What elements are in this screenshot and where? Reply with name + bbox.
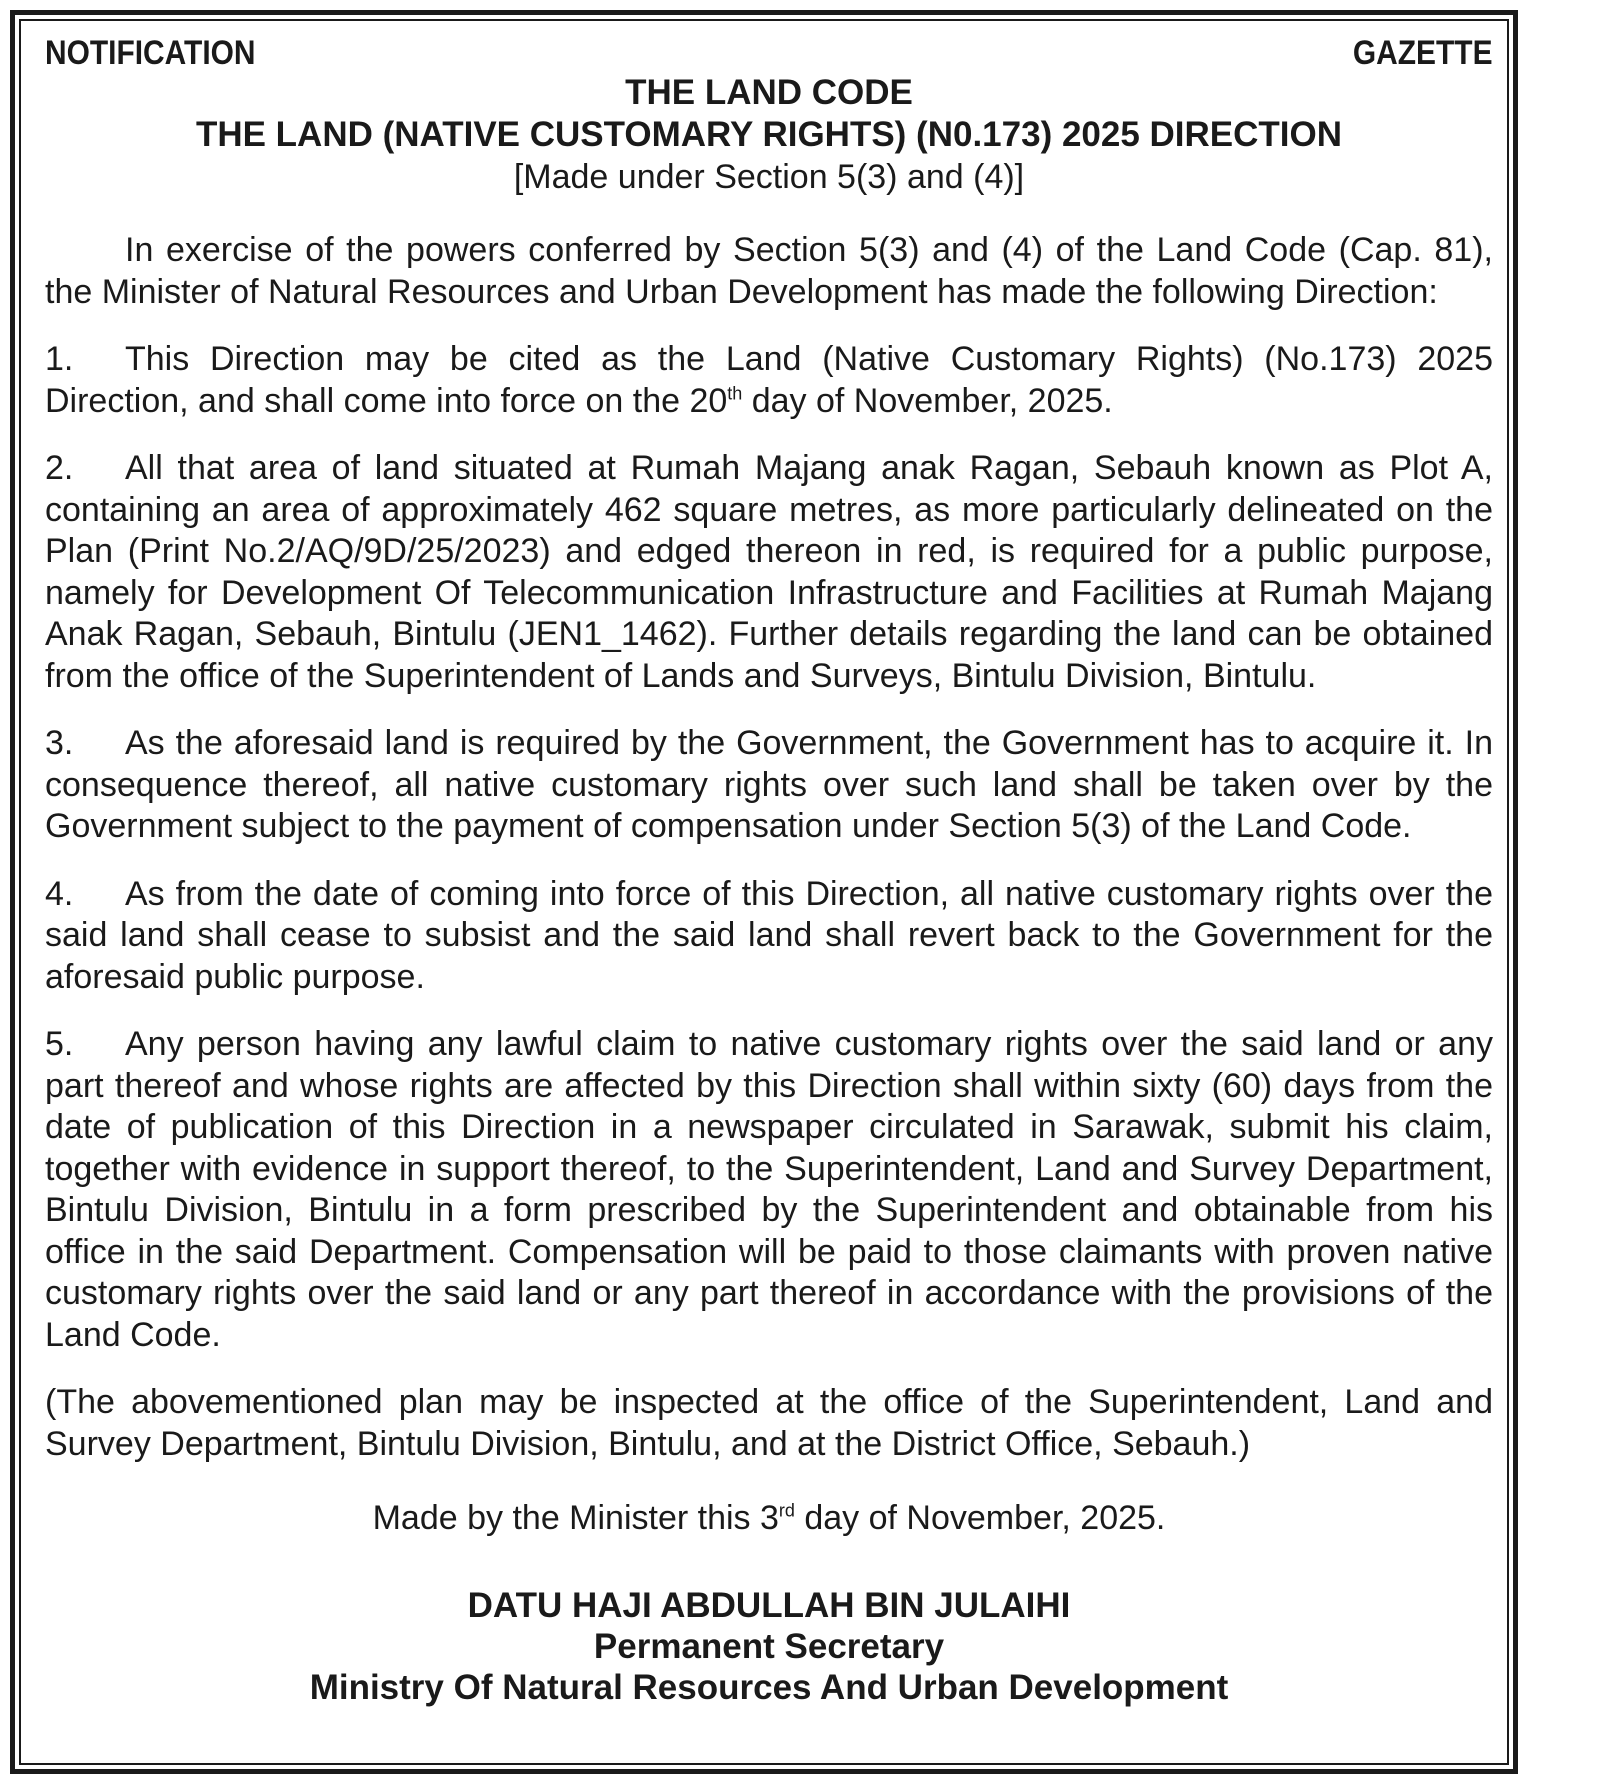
title-block xyxy=(45,72,1493,198)
signatory-ministry: Ministry Of Natural Resources And Urban Development xyxy=(309,1668,1229,1707)
notice-content xyxy=(45,30,1493,1708)
paragraph-3 xyxy=(45,723,1493,848)
superscript: th xyxy=(727,383,743,404)
paragraph-number: 1. xyxy=(45,340,74,378)
paragraph-text: day of November, 2025. xyxy=(742,381,1113,420)
paragraph-number: 5. xyxy=(45,1025,74,1063)
paragraph-number: 4. xyxy=(45,874,74,913)
paragraph-2 xyxy=(45,448,1493,697)
signature-block xyxy=(45,1585,1493,1708)
header-notification: NOTIFICATION xyxy=(45,34,256,72)
preamble-text: In exercise of the powers conferred by Section 5(3) and (4) of the Land Code (Cap. 81), the Minister of Natural Resources and Urban Development has made the following Direction: xyxy=(45,231,1493,311)
made-by-line: Made by the Minister this 3rd day of November, 2025. xyxy=(372,1499,1166,1537)
signatory-name: DATU HAJI ABDULLAH BIN JULAIHI xyxy=(467,1586,1071,1625)
paragraph-4 xyxy=(45,874,1493,999)
header-row xyxy=(45,30,1493,76)
paragraph-text: As from the date of coming into force of this Direction, all native customary rights over the said land shall cease to subsist and the said land shall revert back to the Government for the aforesaid public purpose. xyxy=(45,874,1493,996)
title-land-code: THE LAND CODE xyxy=(625,73,913,112)
preamble xyxy=(45,230,1493,313)
paragraph-text: Any person having any lawful claim to native customary rights over the said land or any part thereof and whose rights are affected by this Direction shall within sixty (60) days from the date of publication of this Direction in a newspaper circulated in Sarawak, submit his claim, together with evidence in support thereof, to the Superintendent, Land and Survey Department, Bintulu Division, Bintulu in a form prescribed by the Superintendent and obtainable from his office in the said Department. Compensation will be paid to those claimants with proven native customary rights over the said land or any part thereof in accordance with the provisions of the Land Code. xyxy=(45,1025,1493,1354)
paragraph-number: 3. xyxy=(45,724,74,762)
paragraph-number: 2. xyxy=(45,449,74,487)
paragraph-1 xyxy=(45,339,1493,422)
superscript: rd xyxy=(778,1500,795,1521)
paragraph-text: As the aforesaid land is required by the Government, the Government has to acquire it. In consequence thereof, all native customary rights over such land shall be taken over by the Government subject to the payment of compensation under Section 5(3) of the Land Code. xyxy=(45,724,1493,845)
signatory-position: Permanent Secretary xyxy=(593,1627,945,1666)
title-made-under: [Made under Section 5(3) and (4)] xyxy=(513,158,1025,196)
paragraph-text: All that area of land situated at Rumah Majang anak Ragan, Sebauh known as Plot A, containing an area of approximately 462 square metres, as more particularly delineated on the Plan (Print No.2/AQ/9D/25/2023) and edged thereon in red, is required for a public purpose, namely for Development Of Telecommunication Infrastructure and Facilities at Rumah Majang Anak Ragan, Sebauh, Bintulu (JEN1_1462). Further details regarding the land can be obtained from the office of the Superintendent of Lands and Surveys, Bintulu Division, Bintulu. xyxy=(45,449,1493,695)
inspection-note: (The abovementioned plan may be inspected at the office of the Superintendent, Land and Survey Department, Bintulu Division, Bintulu, and at the District Office, Sebauh.) xyxy=(45,1383,1493,1463)
paragraph-text: This Direction may be cited as the Land (Native Customary Rights) (No.173) 2025 Direction, and shall come into force on the 20 xyxy=(45,340,1493,420)
header-gazette: GAZETTE xyxy=(1352,34,1493,72)
title-direction: THE LAND (NATIVE CUSTOMARY RIGHTS) (N0.173) 2025 DIRECTION xyxy=(195,115,1343,154)
paragraph-5 xyxy=(45,1024,1493,1356)
